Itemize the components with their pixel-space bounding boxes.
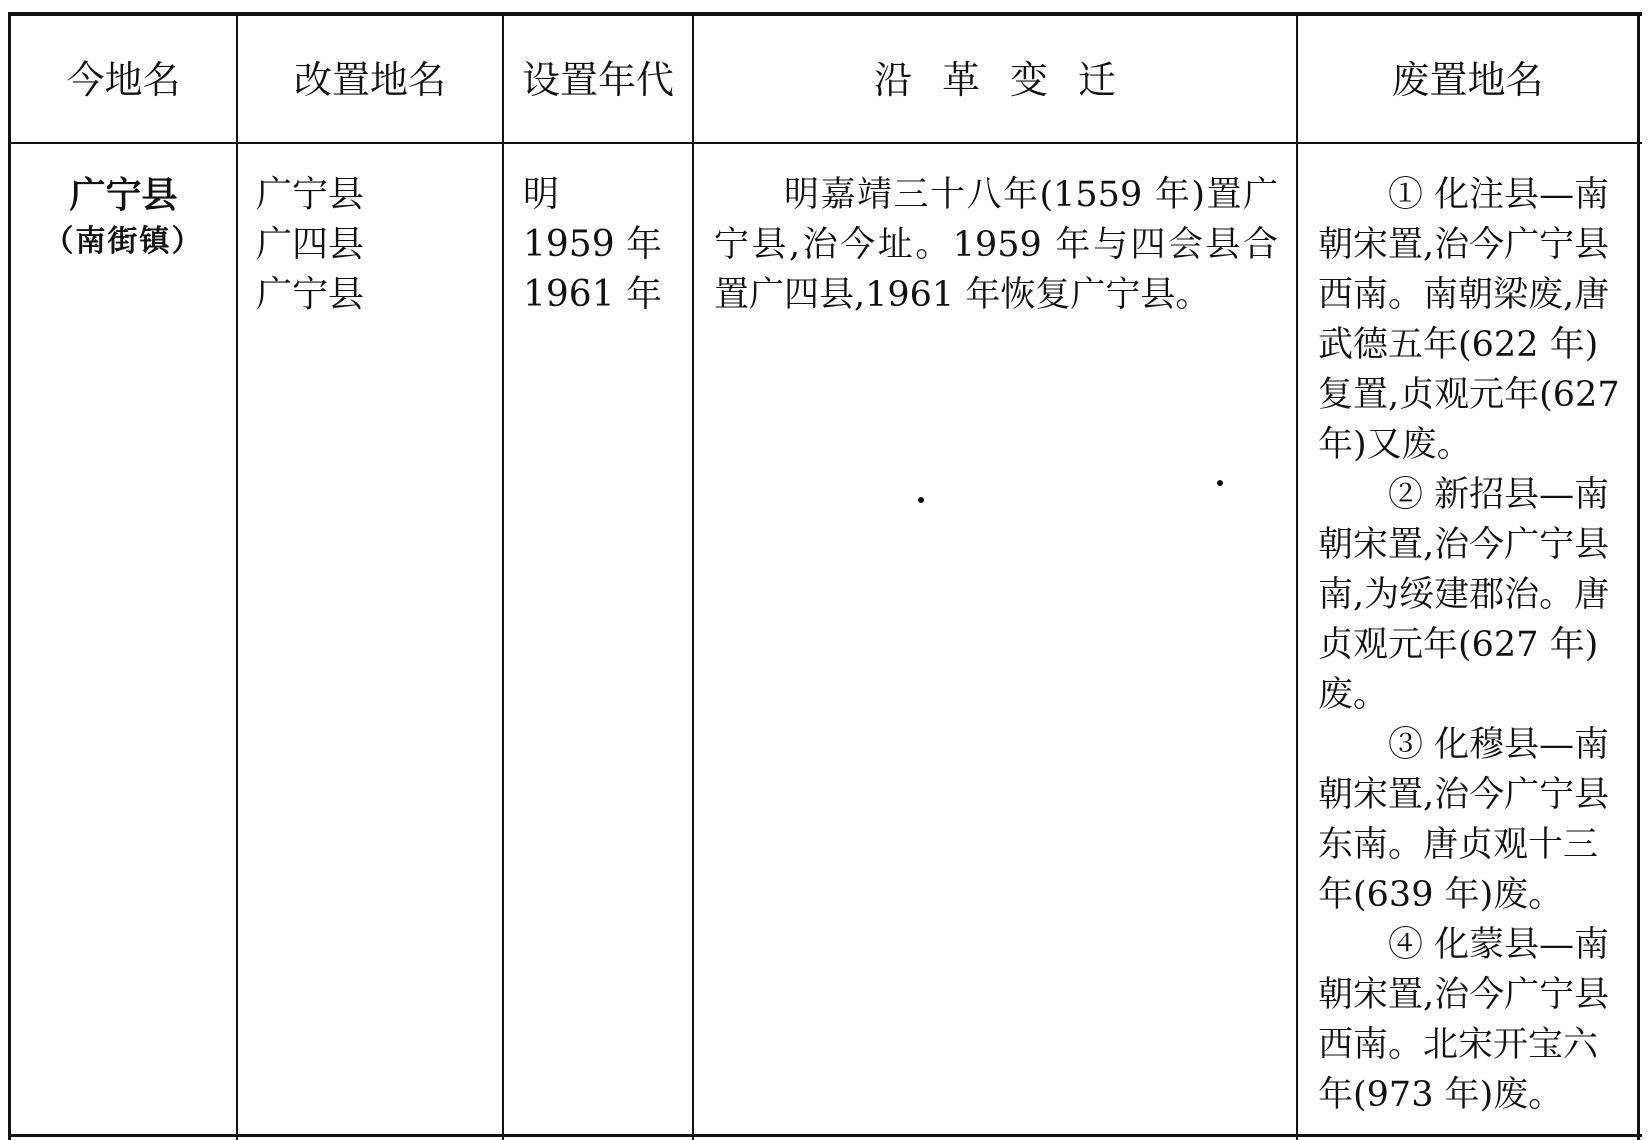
table-bottom-border (8, 1134, 1642, 1137)
renamed-name-item: 广宁县 (256, 174, 365, 215)
table-right-border (1637, 12, 1640, 1140)
established-item: 明 (523, 174, 560, 215)
current-name-cell (11, 170, 236, 264)
header-history: 沿革变迁 (873, 58, 1146, 102)
header-established: 设置年代 (521, 58, 674, 102)
table-top-border (8, 12, 1642, 16)
abolished-item-1: ① 化注县—南朝宋置,治今广宁县西南。南朝梁废,唐武德五年(622 年)复置,贞观元年(627 年)又废。 (1318, 175, 1620, 465)
current-name: 广宁县 (69, 174, 178, 216)
header-current-name: 今地名 (66, 58, 181, 102)
abolished-cell (1318, 170, 1624, 1120)
established-item: 1961 年 (523, 274, 663, 315)
header-abolished: 废置地名 (1391, 58, 1544, 102)
abolished-item-3: ③ 化穆县—南朝宋置,治今广宁县东南。唐贞观十三年(639 年)废。 (1318, 725, 1610, 915)
renamed-name-item: 广四县 (256, 224, 365, 265)
scan-speck (918, 497, 924, 503)
column-divider-1 (236, 12, 238, 1140)
abolished-item-2: ② 新招县—南朝宋置,治今广宁县南,为绥建郡治。唐贞观元年(627 年)废。 (1318, 475, 1610, 715)
history-text: 明嘉靖三十八年(1559 年)置广宁县,治今址。1959 年与四会县合置广四县,1961 年恢复广宁县。 (714, 175, 1278, 315)
column-divider-3 (692, 12, 694, 1140)
column-divider-4 (1296, 12, 1298, 1140)
renamed-name-cell (256, 170, 496, 320)
header-divider (8, 142, 1642, 144)
history-cell (714, 170, 1278, 320)
header-renamed-name: 改置地名 (293, 58, 446, 102)
abolished-item-4: ④ 化蒙县—南朝宋置,治今广宁县西南。北宋开宝六年(973 年)废。 (1318, 925, 1610, 1115)
established-item: 1959 年 (523, 224, 663, 265)
scan-speck (1217, 480, 1223, 486)
current-seat: （南街镇） (43, 224, 204, 259)
renamed-name-item: 广宁县 (256, 274, 365, 315)
established-cell (523, 170, 688, 320)
column-divider-2 (502, 12, 504, 1140)
